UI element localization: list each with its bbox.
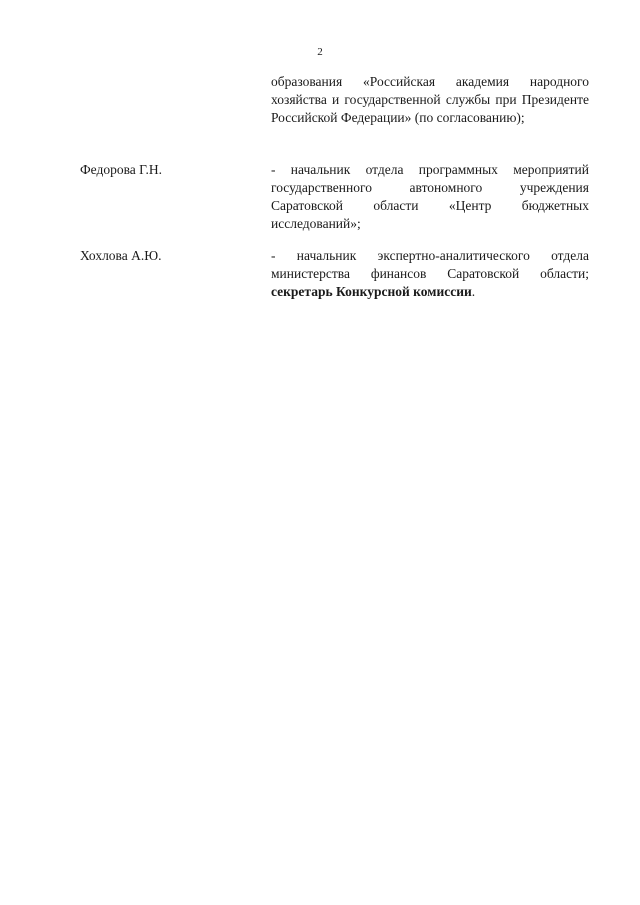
page-number: 2 xyxy=(317,46,323,58)
member-position xyxy=(271,73,589,127)
secretary-role: секретарь Конкурсной комиссии xyxy=(271,284,472,299)
position-end: . xyxy=(471,284,476,299)
member-position xyxy=(271,247,589,301)
member-position xyxy=(271,161,589,233)
member-name: Федорова Г.Н. xyxy=(80,162,162,177)
position-text: образования «Российская академия народного хозяйства и государственной службы при Президенте Российской Федерации» (по согласованию); xyxy=(271,74,589,125)
member-name: Хохлова А.Ю. xyxy=(80,248,162,263)
position-text: - начальник экспертно-аналитического отдела министерства финансов Саратовской области; xyxy=(271,248,589,281)
position-text: - начальник отдела программных мероприятий государственного автономного учреждения Саратовской области «Центр бюджетных исследований»; xyxy=(271,162,589,231)
